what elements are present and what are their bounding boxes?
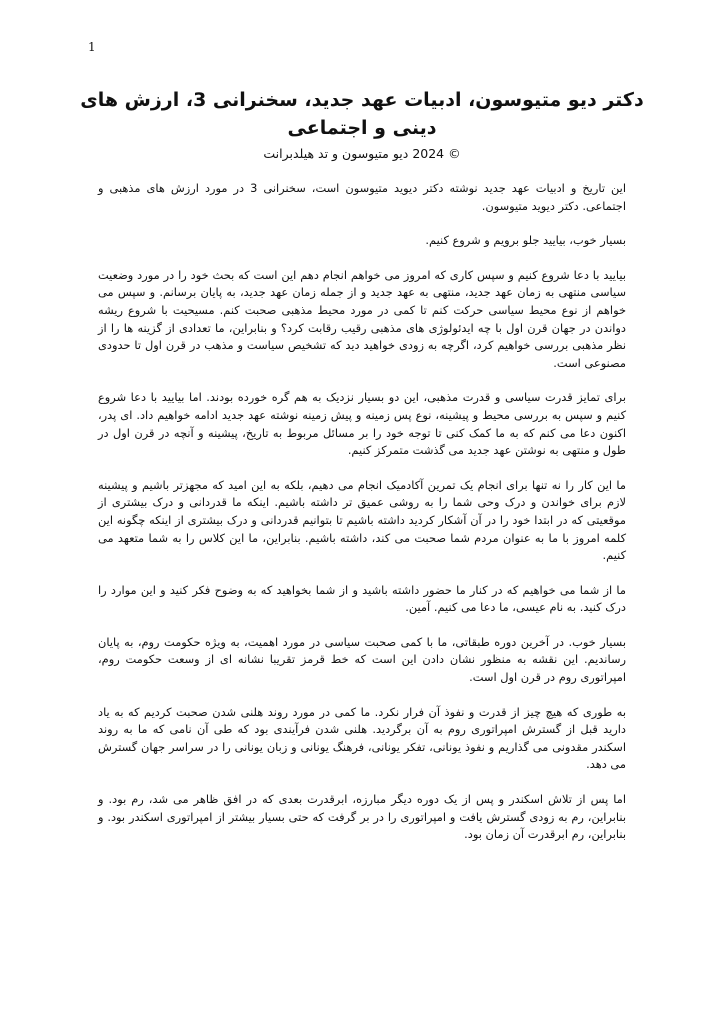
paragraph: این تاریخ و ادبیات عهد جدید نوشته دکتر دیوید متیوسون است، سخنرانی 3 در مورد ارزش های مذهبی و اجتماعی. دکتر دیوید متیوسون.	[98, 181, 626, 213]
copyright-line: © 2024 دیو متیوسون و تد هیلدبرانت	[263, 146, 461, 161]
paragraph: ما از شما می خواهیم که در کنار ما حضور داشته باشید و از شما بخواهید که به وضوح فکر کنید و این موارد را درک کنید. به نام عیسی، ما دعا می کنیم. آمین.	[98, 582, 626, 615]
page-number: 1	[88, 40, 96, 54]
paragraph: اما پس از تلاش اسکندر و پس از یک دوره دیگر مبارزه، ابرقدرت بعدی که در افق ظاهر می شد، رم بود. و بنابراین، رم به زودی گسترش یافت و امپراتوری را در بر گرفت که حتی بسیار بیشتر از امپراتوری اسکندر بود. و بنابراین، رم ابرقدرت آن زمان بود.	[98, 792, 626, 842]
paragraph: به طوری که هیچ چیز از قدرت و نفوذ آن فرار نکرد. ما کمی در مورد روند هلنی شدن صحبت کردیم که به یاد دارید قبل از گسترش امپراتوری روم به آن برگردید. هلنی شدن فرآیندی بود که طی آن نامی که ما به روند اسکندر مقدونی می گذاریم و نفوذ یونانی، تفکر یونانی، فرهنگ یونانی و زبان یونانی را در سراسر جهان گسترش می دهد.	[98, 704, 626, 772]
document-body	[98, 180, 626, 861]
paragraph: بیایید با دعا شروع کنیم و سپس کاری که امروز می خواهم انجام دهم این است که بحث خود را در مورد وضعیت سیاسی منتهی به زمان عهد جدید، منتهی به عهد جدید و از جمله زمان عهد جدید، به پایان برسانم. و سپس می خواهم از نوع محیط سیاسی حرکت کنم تا کمی در مورد محیط مذهبی صحبت کنم. مسیحیت با شروع ریشه دواندن در جهان قرن اول با چه ایدئولوژی های مذهبی رقیب رقابت کرد؟ و بنابراین، ما تعدادی از گزینه ها را از نظر مذهبی بررسی خواهیم کرد، اگرچه به زودی خواهید دید که تشخیص سیاست و مذهب در قرن اول تا حدودی مصنوعی است.	[98, 267, 626, 370]
paragraph: برای تمایز قدرت سیاسی و قدرت مذهبی، این دو بسیار نزدیک به هم گره خورده بودند. اما بیایید با دعا شروع کنیم و سپس به بررسی محیط و پیشینه، نوع پس زمینه و پیش زمینه نوشته عهد جدید ادامه خواهیم داد. ای پدر، اکنون دعا می کنم که به ما کمک کنی تا توجه خود را بر مسائل مربوط به تاریخ، پیشینه و آنچه در قرن اول در طول و منتهی به نوشتن عهد جدید می گذشت متمرکز کنیم.	[98, 390, 626, 458]
paragraph: بسیار خوب، بیایید جلو برویم و شروع کنیم.	[425, 233, 626, 248]
paragraph: ما این کار را نه تنها برای انجام یک تمرین آکادمیک انجام می دهیم، بلکه به این امید که مجهزتر باشیم و پیشینه لازم برای خواندن و درک وحی شما را به روشی عمیق تر داشته باشیم. اینکه ما قدردانی و درک بیشتری از موقعیتی که در ابتدا خود را در آن آشکار کردید داشته باشیم تا بتوانیم قدردانی و درک بیشتری از اینکه چگونه این کلمه امروز با ما به عنوان مردم شما صحبت می کند، داشته باشیم. بنابراین، ما این کلاس را به شما متعهد می کنیم.	[98, 477, 626, 563]
page-title: دکتر دیو متیوسون، ادبیات عهد جدید، سخنرانی 3، ارزش های دینی و اجتماعی	[80, 89, 644, 139]
paragraph: بسیار خوب. در آخرین دوره طبقاتی، ما با کمی صحبت سیاسی در مورد اهمیت، به ویژه حکومت روم، به پایان رساندیم. این نقشه به منظور نشان دادن این است که خط قرمز تقریبا نشانه ای از وسعت حکومت روم، امپراتوری روم در قرن اول است.	[98, 634, 626, 685]
